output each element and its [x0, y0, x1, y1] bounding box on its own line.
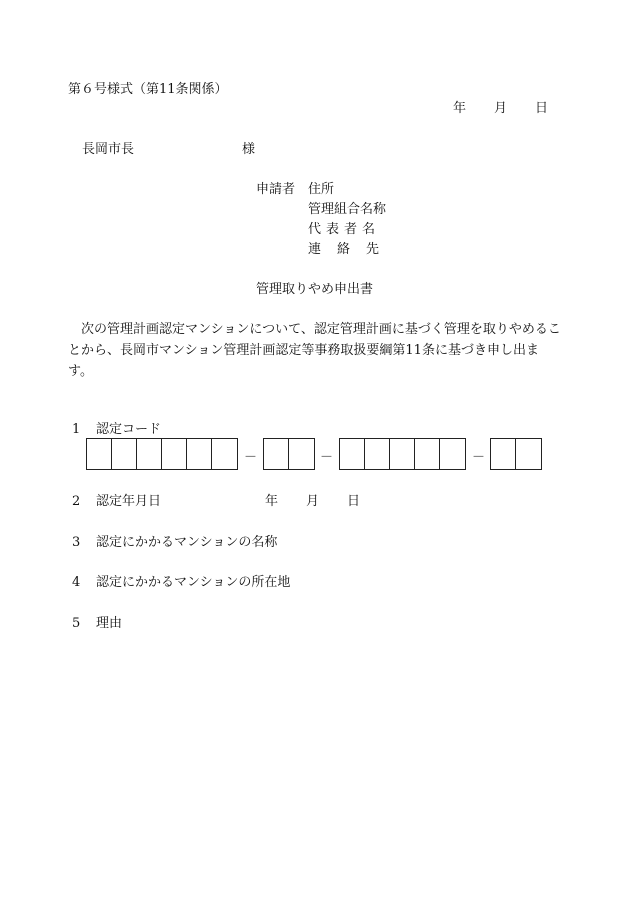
body-text: 次の管理計画認定マンションについて、認定管理計画に基づく管理を取りやめることから、長岡市マンション管理計画認定等事務取扱要綱第11条に基づき申し出ます。	[68, 322, 561, 379]
code-box-cell[interactable]	[112, 439, 137, 469]
item-2-date	[265, 494, 360, 510]
code-box-group-3	[339, 438, 466, 470]
applicant-field-address: 住所	[308, 182, 335, 197]
item-3-number: 3	[72, 535, 81, 550]
code-box-cell[interactable]	[340, 439, 365, 469]
code-box-cell[interactable]	[264, 439, 289, 469]
code-box-cell[interactable]	[137, 439, 162, 469]
cert-month-label: 月	[306, 494, 320, 509]
code-box-cell[interactable]	[187, 439, 212, 469]
date-year-label: 年	[453, 101, 467, 116]
item-4-number: 4	[72, 575, 81, 590]
item-2-label: 認定年月日	[96, 494, 162, 509]
applicant-field-representative: 代表者名	[308, 222, 381, 237]
code-box-cell[interactable]	[289, 439, 314, 469]
date-day-label: 日	[535, 101, 549, 116]
applicant-field-association-name: 管理組合名称	[308, 202, 387, 217]
item-5-label: 理由	[96, 616, 123, 631]
addressee-name: 長岡市長	[82, 142, 135, 157]
code-box-cell[interactable]	[162, 439, 187, 469]
item-2-number: 2	[72, 494, 81, 509]
code-box-cell[interactable]	[491, 439, 516, 469]
code-box-cell[interactable]	[390, 439, 415, 469]
code-separator: －	[320, 450, 334, 465]
date-month-label: 月	[494, 101, 508, 116]
code-box-group-2	[263, 438, 315, 470]
cert-day-label: 日	[347, 494, 361, 509]
form-number: 第６号様式（第11条関係）	[68, 82, 228, 97]
code-separator: －	[472, 450, 486, 465]
code-box-cell[interactable]	[365, 439, 390, 469]
code-box-cell[interactable]	[516, 439, 541, 469]
item-4-label: 認定にかかるマンションの所在地	[96, 575, 291, 590]
cert-year-label: 年	[265, 494, 279, 509]
addressee-honorific: 様	[242, 142, 256, 157]
item-1-number: 1	[72, 422, 81, 437]
code-box-cell[interactable]	[415, 439, 440, 469]
code-separator: －	[244, 450, 258, 465]
applicant-label: 申請者	[256, 182, 296, 197]
header-date	[453, 101, 548, 117]
code-box-cell[interactable]	[212, 439, 237, 469]
applicant-field-contact: 連絡先	[308, 242, 396, 257]
code-box-group-1	[86, 438, 238, 470]
code-box-cell[interactable]	[87, 439, 112, 469]
document-title: 管理取りやめ申出書	[256, 282, 374, 297]
code-box-cell[interactable]	[440, 439, 465, 469]
item-3-label: 認定にかかるマンションの名称	[96, 535, 278, 550]
item-5-number: 5	[72, 616, 81, 631]
code-box-group-4	[490, 438, 542, 470]
item-1-label: 認定コード	[96, 422, 162, 437]
